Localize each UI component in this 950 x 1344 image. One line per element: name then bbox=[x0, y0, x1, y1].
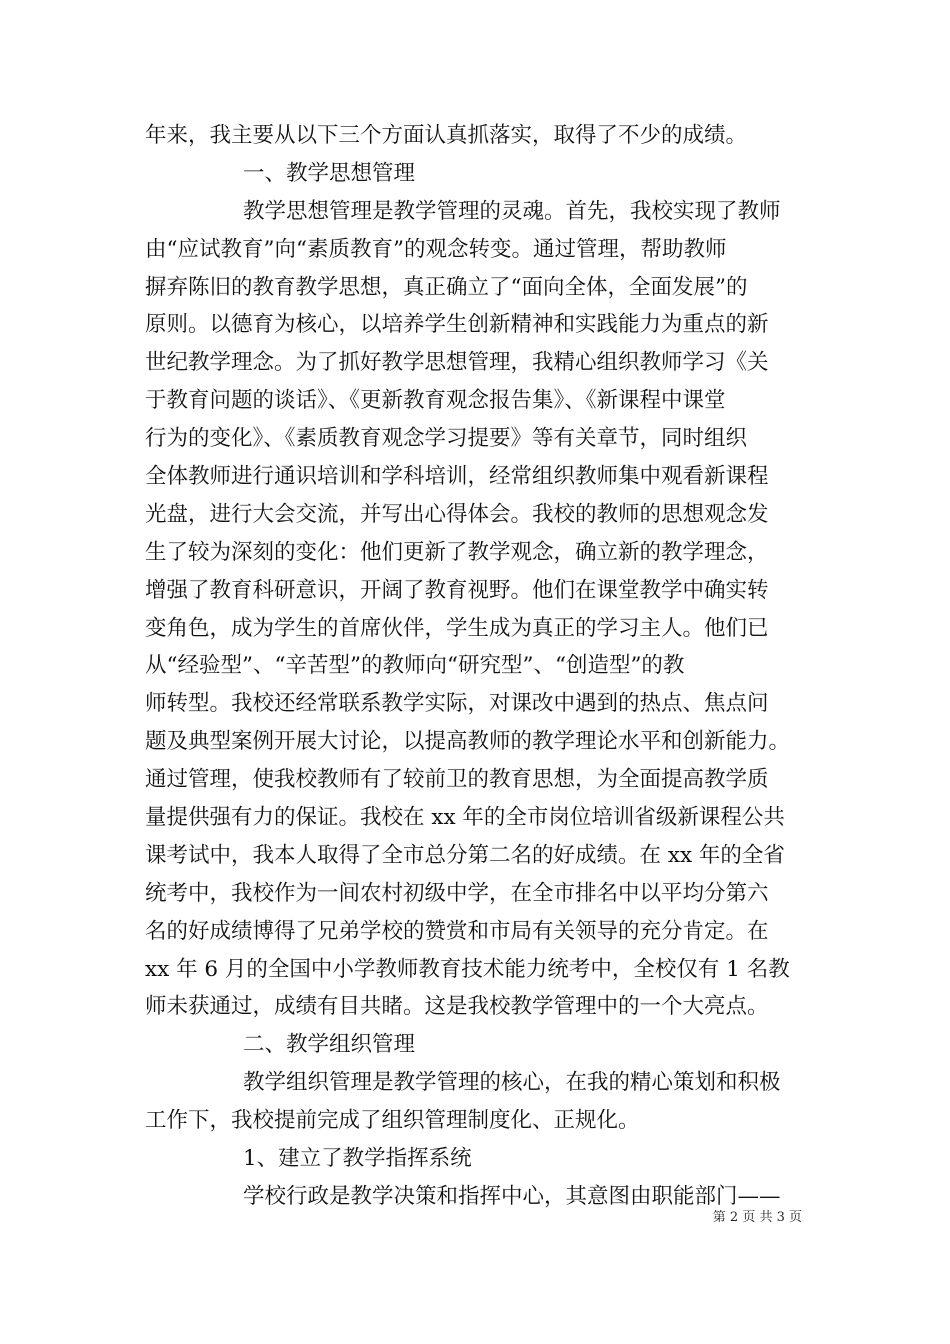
text-line: 题及典型案例开展大讨论，以提高教师的教学理论水平和创新能力。 bbox=[145, 729, 791, 755]
text-line: 教学思想管理是教学管理的灵魂。首先，我校实现了教师 bbox=[243, 198, 781, 224]
text-line: 于教育问题的谈话》、《更新教育观念报告集》、《新课程中课堂 bbox=[145, 388, 726, 414]
page-number-footer: 第 2 页 共 3 页 bbox=[712, 1210, 802, 1225]
document-body bbox=[145, 117, 805, 1216]
text-line: 摒弃陈旧的教育教学思想，真正确立了“面向全体，全面发展”的 bbox=[145, 274, 748, 300]
text-line: 世纪教学理念。为了抓好教学思想管理，我精心组织教师学习《关 bbox=[145, 350, 769, 376]
text-line: 学校行政是教学决策和指挥中心，其意图由职能部门—— bbox=[243, 1183, 781, 1209]
section-heading-teaching-organization: 二、教学组织管理 bbox=[243, 1032, 416, 1058]
text-line: 生了较为深刻的变化：他们更新了教学观念，确立新的教学理念， bbox=[145, 539, 769, 565]
text-line: 课考试中，我本人取得了全市总分第二名的好成绩。在 xx 年的全省 bbox=[145, 842, 785, 868]
text-line: 量提供强有力的保证。我校在 xx 年的全市岗位培训省级新课程公共 bbox=[145, 805, 785, 831]
text-line: 由“应试教育”向“素质教育”的观念转变。通过管理，帮助教师 bbox=[145, 236, 727, 262]
text-line: 全体教师进行通识培训和学科培训，经常组织教师集中观看新课程 bbox=[145, 464, 769, 490]
text-line: 名的好成绩博得了兄弟学校的赞赏和市局有关领导的充分肯定。在 bbox=[145, 918, 769, 944]
text-line: 行为的变化》、《素质教育观念学习提要》等有关章节，同时组织 bbox=[145, 426, 748, 452]
text-line: 统考中，我校作为一间农村初级中学，在全市排名中以平均分第六 bbox=[145, 880, 769, 906]
text-line: 通过管理，使我校教师有了较前卫的教育思想，为全面提高教学质 bbox=[145, 767, 769, 793]
text-line: 光盘，进行大会交流，并写出心得体会。我校的教师的思想观念发 bbox=[145, 501, 769, 527]
text-line: 教学组织管理是教学管理的核心，在我的精心策划和积极 bbox=[243, 1070, 781, 1096]
text-line: 从“经验型”、“辛苦型”的教师向“研究型”、“创造型”的教 bbox=[145, 653, 685, 679]
text-line: 年来，我主要从以下三个方面认真抓落实，取得了不少的成绩。 bbox=[145, 123, 748, 148]
text-line: 原则。以德育为核心，以培养学生创新精神和实践能力为重点的新 bbox=[145, 312, 769, 338]
text-line: 工作下，我校提前完成了组织管理制度化、正规化。 bbox=[145, 1108, 640, 1134]
section-heading-teaching-thought: 一、教学思想管理 bbox=[243, 160, 416, 186]
text-line: 增强了教育科研意识，开阔了教育视野。他们在课堂教学中确实转 bbox=[145, 577, 769, 603]
subsection-heading-command-system: 1、建立了教学指挥系统 bbox=[243, 1146, 472, 1172]
text-line: 变角色，成为学生的首席伙伴，学生成为真正的学习主人。他们已 bbox=[145, 615, 769, 641]
text-line: 师未获通过，成绩有目共睹。这是我校教学管理中的一个大亮点。 bbox=[145, 994, 769, 1020]
text-line: 师转型。我校还经常联系教学实际，对课改中遇到的热点、焦点问 bbox=[145, 691, 769, 717]
text-line: xx 年 6 月的全国中小学教师教育技术能力统考中，全校仅有 1 名教 bbox=[145, 956, 790, 982]
